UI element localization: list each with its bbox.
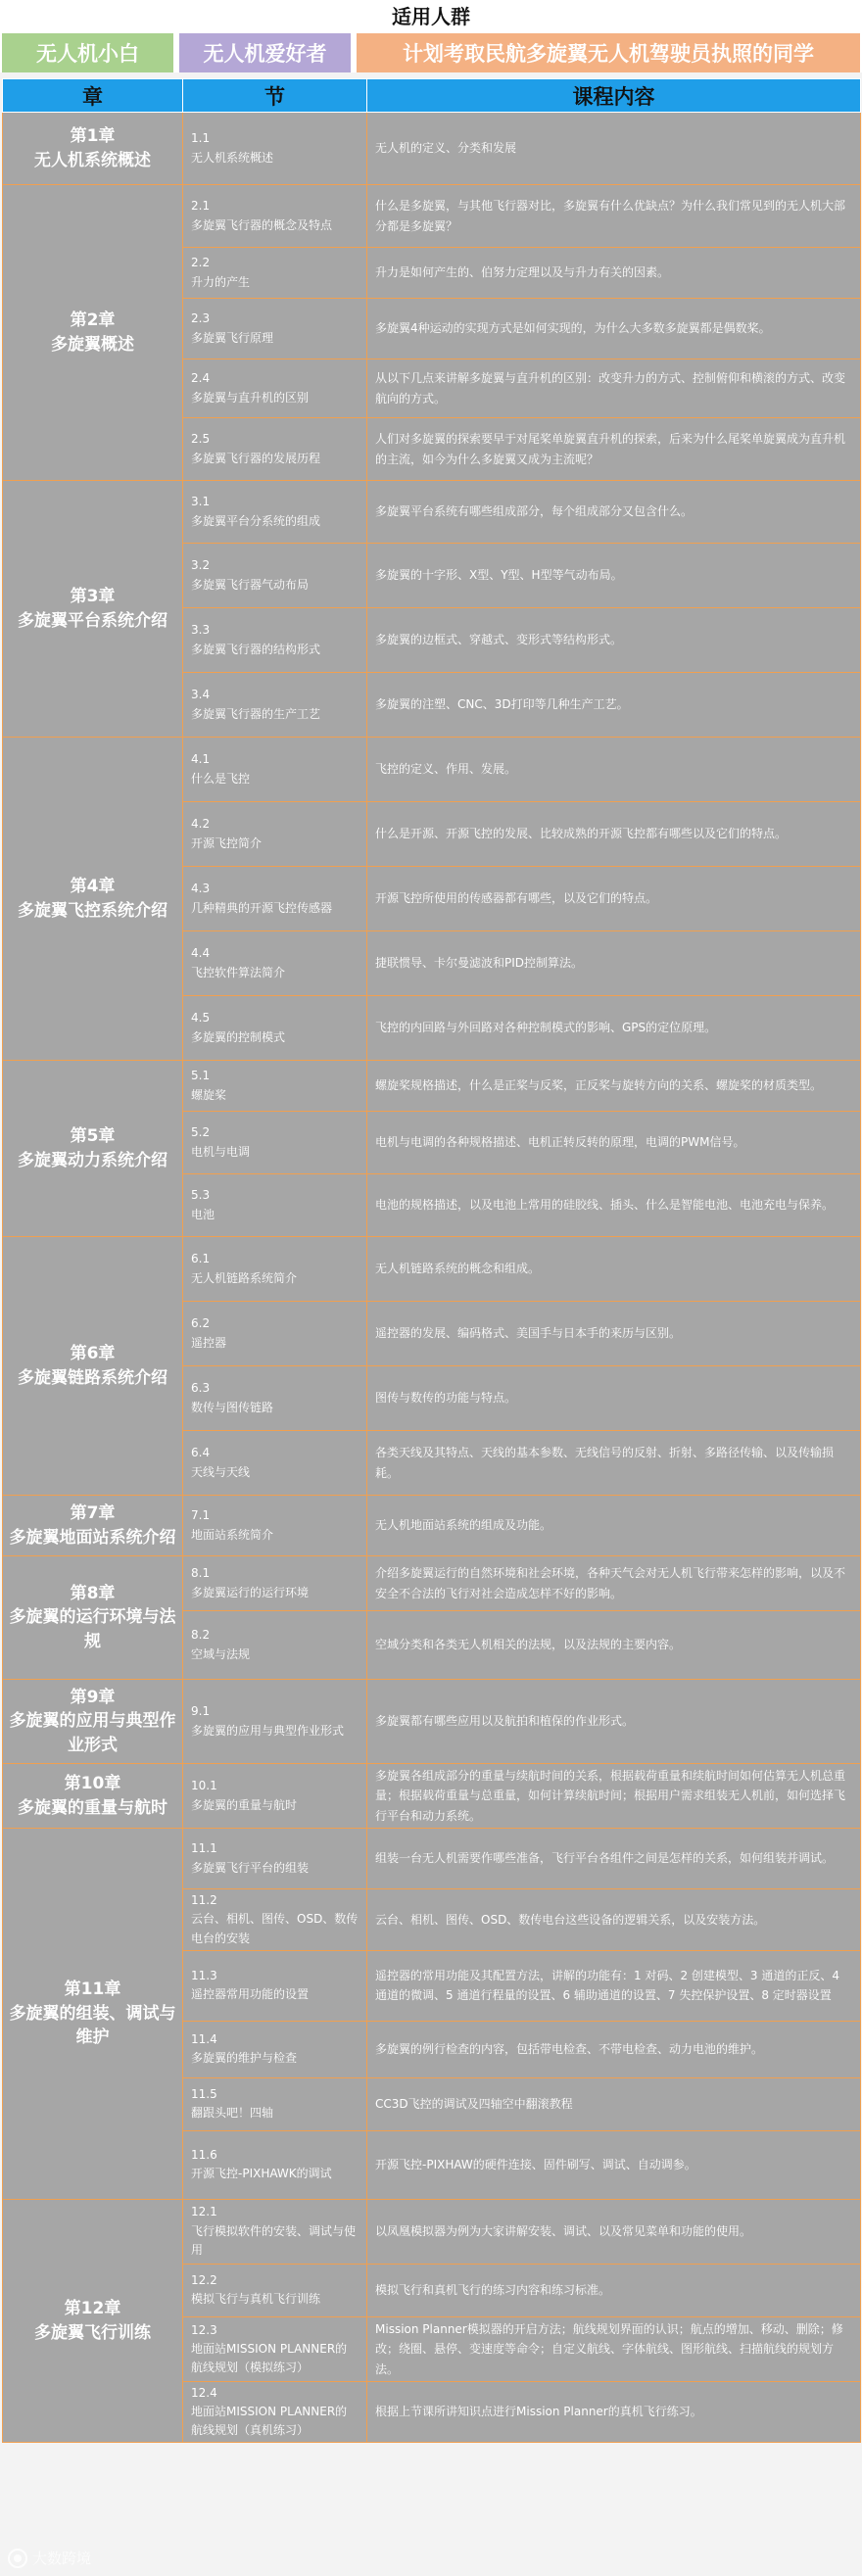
content-cell: 人们对多旋翼的探索要早于对尾桨单旋翼直升机的探索，后来为什么尾桨单旋翼成为直升机的主流，如今为什么多旋翼又成为主流呢？ bbox=[367, 418, 861, 481]
section-number: 4.3 bbox=[191, 882, 211, 896]
chapter-name: 多旋翼链路系统介绍 bbox=[18, 1367, 168, 1388]
section-title: 多旋翼飞行器的生产工艺 bbox=[191, 706, 321, 721]
content-cell: 开源飞控所使用的传感器都有哪些，以及它们的特点。 bbox=[367, 867, 861, 931]
section-number: 3.4 bbox=[191, 688, 211, 702]
chapter-cell bbox=[3, 113, 183, 185]
section-title: 多旋翼飞行器气动布局 bbox=[191, 577, 310, 592]
chapter-cell bbox=[3, 738, 183, 1061]
section-title: 空域与法规 bbox=[191, 1646, 251, 1661]
section-cell bbox=[183, 867, 367, 931]
section-number: 12.1 bbox=[191, 2205, 217, 2219]
chapter-number: 第4章 bbox=[70, 876, 116, 896]
section-title: 多旋翼飞行器的发展历程 bbox=[191, 451, 321, 465]
table-row bbox=[3, 1829, 861, 1889]
section-number: 4.1 bbox=[191, 752, 211, 767]
section-number: 11.1 bbox=[191, 1841, 217, 1856]
chapter-cell bbox=[3, 1237, 183, 1496]
section-cell bbox=[183, 931, 367, 996]
chapter-cell bbox=[3, 481, 183, 738]
section-cell bbox=[183, 738, 367, 802]
chapter-cell bbox=[3, 185, 183, 481]
content-cell: 图传与数传的功能与特点。 bbox=[367, 1366, 861, 1431]
section-cell bbox=[183, 113, 367, 185]
section-cell bbox=[183, 2077, 367, 2130]
chapter-number: 第9章 bbox=[70, 1687, 116, 1707]
content-cell: 从以下几点来讲解多旋翼与直升机的区别：改变升力的方式、控制俯仰和横滚的方式、改变航向的方式。 bbox=[367, 359, 861, 418]
chapter-name: 多旋翼地面站系统介绍 bbox=[9, 1527, 176, 1548]
section-cell bbox=[183, 2130, 367, 2199]
section-number: 1.1 bbox=[191, 131, 211, 146]
content-cell: Mission Planner模拟器的开启方法；航线规划界面的认识；航点的增加、移动、删除；修改；绕圈、悬停、变速度等命令；自定义航线、字体航线、图形航线、扫描航线的规划方法。 bbox=[367, 2316, 861, 2381]
chapter-number: 第7章 bbox=[70, 1503, 116, 1523]
audience-bar bbox=[0, 33, 862, 72]
column-header-content: 课程内容 bbox=[367, 79, 861, 113]
content-cell: 多旋翼的注塑、CNC、3D打印等几种生产工艺。 bbox=[367, 673, 861, 738]
column-header-section: 节 bbox=[183, 79, 367, 113]
section-number: 6.4 bbox=[191, 1446, 211, 1460]
table-row bbox=[3, 2199, 861, 2264]
content-cell: 电池的规格描述，以及电池上常用的硅胶线、插头、什么是智能电池、电池充电与保养。 bbox=[367, 1174, 861, 1237]
section-number: 6.3 bbox=[191, 1381, 211, 1396]
content-cell: 什么是开源、开源飞控的发展、比较成熟的开源飞控都有哪些以及它们的特点。 bbox=[367, 802, 861, 867]
section-number: 11.6 bbox=[191, 2148, 217, 2163]
table-row bbox=[3, 481, 861, 544]
section-title: 多旋翼的控制模式 bbox=[191, 1029, 286, 1044]
section-title: 飞行模拟软件的安装、调试与使用 bbox=[191, 2223, 357, 2257]
section-number: 11.5 bbox=[191, 2087, 217, 2102]
chapter-cell bbox=[3, 1680, 183, 1764]
section-cell bbox=[183, 996, 367, 1061]
content-cell: 多旋翼的边框式、穿越式、变形式等结构形式。 bbox=[367, 608, 861, 673]
section-number: 6.1 bbox=[191, 1252, 211, 1266]
audience-badge: 计划考取民航多旋翼无人机驾驶员执照的同学 bbox=[357, 33, 860, 72]
section-title: 地面站系统简介 bbox=[191, 1527, 274, 1542]
audience-badge: 无人机小白 bbox=[2, 33, 173, 72]
section-number: 12.4 bbox=[191, 2385, 217, 2400]
chapter-name: 多旋翼的重量与航时 bbox=[18, 1797, 168, 1818]
chapter-number: 第6章 bbox=[70, 1343, 116, 1363]
section-number: 2.1 bbox=[191, 199, 211, 214]
section-cell bbox=[183, 608, 367, 673]
content-cell: 螺旋桨规格描述，什么是正桨与反桨，正反桨与旋转方向的关系、螺旋桨的材质类型。 bbox=[367, 1061, 861, 1112]
section-title: 多旋翼运行的运行环境 bbox=[191, 1585, 310, 1599]
section-title: 多旋翼的应用与典型作业形式 bbox=[191, 1723, 345, 1738]
chapter-name: 多旋翼动力系统介绍 bbox=[18, 1150, 168, 1170]
section-cell bbox=[183, 673, 367, 738]
table-row bbox=[3, 1680, 861, 1764]
section-title: 数传与图传链路 bbox=[191, 1400, 274, 1414]
section-title: 天线与天线 bbox=[191, 1464, 251, 1479]
section-title: 多旋翼飞行原理 bbox=[191, 330, 274, 345]
section-number: 3.1 bbox=[191, 495, 211, 509]
section-title: 多旋翼与直升机的区别 bbox=[191, 390, 310, 405]
table-row bbox=[3, 738, 861, 802]
section-number: 4.4 bbox=[191, 946, 211, 961]
section-number: 2.2 bbox=[191, 256, 211, 270]
section-cell bbox=[183, 802, 367, 867]
section-title: 遥控器 bbox=[191, 1335, 227, 1350]
section-cell bbox=[183, 544, 367, 608]
section-title: 开源飞控简介 bbox=[191, 835, 263, 850]
section-title: 地面站MISSION PLANNER的航线规划（真机练习） bbox=[191, 2405, 348, 2438]
content-cell: 开源飞控-PIXHAW的硬件连接、固件刷写、调试、自动调参。 bbox=[367, 2130, 861, 2199]
section-title: 升力的产生 bbox=[191, 274, 251, 289]
section-title: 多旋翼的重量与航时 bbox=[191, 1797, 298, 1812]
content-cell: 模拟飞行和真机飞行的练习内容和练习标准。 bbox=[367, 2264, 861, 2316]
table-row bbox=[3, 1061, 861, 1112]
section-number: 3.3 bbox=[191, 623, 211, 638]
section-number: 2.4 bbox=[191, 371, 211, 386]
section-number: 8.1 bbox=[191, 1566, 211, 1581]
chapter-cell bbox=[3, 1061, 183, 1237]
section-cell bbox=[183, 2381, 367, 2443]
chapter-cell bbox=[3, 1764, 183, 1829]
content-cell: 遥控器的发展、编码格式、美国手与日本手的来历与区别。 bbox=[367, 1302, 861, 1366]
content-cell: 无人机链路系统的概念和组成。 bbox=[367, 1237, 861, 1302]
section-cell bbox=[183, 185, 367, 248]
chapter-cell bbox=[3, 2199, 183, 2443]
section-cell bbox=[183, 1174, 367, 1237]
section-title: 无人机系统概述 bbox=[191, 150, 274, 165]
section-title: 多旋翼飞行平台的组装 bbox=[191, 1860, 310, 1875]
section-cell bbox=[183, 1366, 367, 1431]
section-title: 遥控器常用功能的设置 bbox=[191, 1987, 310, 2002]
chapter-name: 多旋翼飞控系统介绍 bbox=[18, 900, 168, 921]
section-number: 5.2 bbox=[191, 1125, 211, 1140]
content-cell: 多旋翼都有哪些应用以及航拍和植保的作业形式。 bbox=[367, 1680, 861, 1764]
column-header-chapter: 章 bbox=[3, 79, 183, 113]
section-cell bbox=[183, 1431, 367, 1496]
section-cell bbox=[183, 418, 367, 481]
section-number: 5.1 bbox=[191, 1069, 211, 1083]
section-title: 螺旋桨 bbox=[191, 1087, 227, 1102]
section-cell bbox=[183, 1680, 367, 1764]
section-title: 模拟飞行与真机飞行训练 bbox=[191, 2292, 321, 2307]
table-row bbox=[3, 1764, 861, 1829]
section-number: 7.1 bbox=[191, 1508, 211, 1523]
section-number: 9.1 bbox=[191, 1704, 211, 1719]
section-cell bbox=[183, 1112, 367, 1174]
chapter-name: 多旋翼的组装、调试与维护 bbox=[9, 2003, 176, 2048]
section-cell bbox=[183, 2199, 367, 2264]
chapter-number: 第12章 bbox=[64, 2298, 121, 2318]
content-cell: CC3D飞控的调试及四轴空中翻滚教程 bbox=[367, 2077, 861, 2130]
section-title: 云台、相机、图传、OSD、数传电台的安装 bbox=[191, 1912, 359, 1945]
content-cell: 云台、相机、图传、OSD、数传电台这些设备的逻辑关系，以及安装方法。 bbox=[367, 1889, 861, 1951]
content-cell: 升力是如何产生的、伯努力定理以及与升力有关的因素。 bbox=[367, 248, 861, 299]
content-cell: 介绍多旋翼运行的自然环境和社会环境，各种天气会对无人机飞行带来怎样的影响，以及不安全不合法的飞行对社会造成怎样不好的影响。 bbox=[367, 1556, 861, 1611]
section-cell bbox=[183, 481, 367, 544]
watermark-text: 大数跨境 bbox=[32, 2550, 92, 2567]
section-cell bbox=[183, 299, 367, 359]
section-cell bbox=[183, 248, 367, 299]
section-cell bbox=[183, 359, 367, 418]
content-cell: 多旋翼的十字形、X型、Y型、H型等气动布局。 bbox=[367, 544, 861, 608]
chapter-number: 第8章 bbox=[70, 1583, 116, 1603]
content-cell: 捷联惯导、卡尔曼滤波和PID控制算法。 bbox=[367, 931, 861, 996]
section-number: 4.2 bbox=[191, 817, 211, 832]
watermark bbox=[8, 2548, 91, 2568]
section-number: 2.3 bbox=[191, 311, 211, 326]
content-cell: 多旋翼的例行检查的内容，包括带电检查、不带电检查、动力电池的维护。 bbox=[367, 2021, 861, 2077]
table-row bbox=[3, 1237, 861, 1302]
chapter-number: 第3章 bbox=[70, 586, 116, 606]
section-number: 2.5 bbox=[191, 432, 211, 447]
section-cell bbox=[183, 1764, 367, 1829]
section-title: 多旋翼的维护与检查 bbox=[191, 2051, 298, 2066]
audience-badge: 无人机爱好者 bbox=[179, 33, 351, 72]
section-title: 地面站MISSION PLANNER的航线规划（模拟练习） bbox=[191, 2341, 348, 2374]
content-cell: 多旋翼平台系统有哪些组成部分，每个组成部分又包含什么。 bbox=[367, 481, 861, 544]
section-number: 11.4 bbox=[191, 2032, 217, 2047]
chapter-number: 第1章 bbox=[70, 125, 116, 146]
chapter-number: 第5章 bbox=[70, 1125, 116, 1146]
chapter-number: 第2章 bbox=[70, 310, 116, 330]
section-title: 多旋翼飞行器的概念及特点 bbox=[191, 217, 333, 232]
section-number: 8.2 bbox=[191, 1628, 211, 1643]
section-cell bbox=[183, 1611, 367, 1680]
content-cell: 无人机的定义、分类和发展 bbox=[367, 113, 861, 185]
chapter-cell bbox=[3, 1556, 183, 1680]
chapter-name: 多旋翼飞行训练 bbox=[34, 2322, 151, 2343]
table-row bbox=[3, 1496, 861, 1556]
chapter-number: 第11章 bbox=[64, 1979, 121, 1999]
content-cell: 多旋翼各组成部分的重量与续航时间的关系，根据载荷重量和续航时间如何估算无人机总重量；根据载荷重量与总重量，如何计算续航时间；根据用户需求组装无人机前，如何选择飞行平台和动力系统。 bbox=[367, 1764, 861, 1829]
section-cell bbox=[183, 1556, 367, 1611]
section-title: 无人机链路系统简介 bbox=[191, 1270, 298, 1285]
chapter-cell bbox=[3, 1829, 183, 2200]
section-title: 多旋翼飞行器的结构形式 bbox=[191, 642, 321, 656]
content-cell: 电机与电调的各种规格描述、电机正转反转的原理，电调的PWM信号。 bbox=[367, 1112, 861, 1174]
chapter-cell bbox=[3, 1496, 183, 1556]
chapter-name: 多旋翼的运行环境与法规 bbox=[9, 1607, 176, 1651]
table-header-row bbox=[3, 79, 861, 113]
section-cell bbox=[183, 2021, 367, 2077]
section-cell bbox=[183, 1496, 367, 1556]
section-cell bbox=[183, 1889, 367, 1951]
content-cell: 空域分类和各类无人机相关的法规，以及法规的主要内容。 bbox=[367, 1611, 861, 1680]
section-cell bbox=[183, 2264, 367, 2316]
section-number: 11.2 bbox=[191, 1893, 217, 1908]
chapter-name: 多旋翼平台系统介绍 bbox=[18, 610, 168, 631]
section-number: 6.2 bbox=[191, 1316, 211, 1331]
course-table bbox=[2, 78, 861, 2443]
table-row bbox=[3, 185, 861, 248]
section-number: 10.1 bbox=[191, 1779, 217, 1793]
content-cell: 飞控的内回路与外回路对各种控制模式的影响、GPS的定位原理。 bbox=[367, 996, 861, 1061]
section-number: 12.2 bbox=[191, 2273, 217, 2288]
content-cell: 什么是多旋翼，与其他飞行器对比，多旋翼有什么优缺点？为什么我们常见到的无人机大部分都是多旋翼？ bbox=[367, 185, 861, 248]
section-title: 电池 bbox=[191, 1207, 216, 1221]
content-cell: 飞控的定义、作用、发展。 bbox=[367, 738, 861, 802]
chapter-name: 多旋翼概述 bbox=[51, 334, 134, 355]
section-title: 什么是飞控 bbox=[191, 771, 251, 786]
watermark-logo-icon bbox=[8, 2549, 27, 2568]
section-cell bbox=[183, 1829, 367, 1889]
section-title: 电机与电调 bbox=[191, 1144, 251, 1159]
content-cell: 遥控器的常用功能及其配置方法，讲解的功能有：1 对码、2 创建模型、3 通道的正反、4 通道的微调、5 通道行程量的设置、6 辅助通道的设置、7 失控保护设置、8 定时器设置 bbox=[367, 1950, 861, 2021]
chapter-name: 无人机系统概述 bbox=[34, 150, 151, 170]
section-title: 飞控软件算法简介 bbox=[191, 965, 286, 979]
table-row bbox=[3, 1556, 861, 1611]
section-cell bbox=[183, 1950, 367, 2021]
section-number: 3.2 bbox=[191, 558, 211, 573]
section-title: 开源飞控-PIXHAWK的调试 bbox=[191, 2167, 332, 2181]
chapter-name: 多旋翼的应用与典型作业形式 bbox=[9, 1711, 176, 1755]
content-cell: 根据上节课所讲知识点进行Mission Planner的真机飞行练习。 bbox=[367, 2381, 861, 2443]
section-number: 12.3 bbox=[191, 2322, 217, 2337]
section-cell bbox=[183, 1061, 367, 1112]
section-cell bbox=[183, 1302, 367, 1366]
content-cell: 各类天线及其特点、天线的基本参数、无线信号的反射、折射、多路径传输、以及传输损耗。 bbox=[367, 1431, 861, 1496]
section-number: 4.5 bbox=[191, 1011, 211, 1026]
section-cell bbox=[183, 2316, 367, 2381]
chapter-number: 第10章 bbox=[64, 1773, 121, 1793]
content-cell: 组装一台无人机需要作哪些准备，飞行平台各组件之间是怎样的关系，如何组装并调试。 bbox=[367, 1829, 861, 1889]
section-title: 翻跟头吧！四轴 bbox=[191, 2106, 274, 2121]
table-row bbox=[3, 113, 861, 185]
section-number: 11.3 bbox=[191, 1969, 217, 1983]
content-cell: 以凤凰模拟器为例为大家讲解安装、调试、以及常见菜单和功能的使用。 bbox=[367, 2199, 861, 2264]
section-number: 5.3 bbox=[191, 1188, 211, 1203]
section-title: 几种精典的开源飞控传感器 bbox=[191, 900, 333, 915]
page-title: 适用人群 bbox=[0, 0, 862, 33]
content-cell: 无人机地面站系统的组成及功能。 bbox=[367, 1496, 861, 1556]
content-cell: 多旋翼4种运动的实现方式是如何实现的，为什么大多数多旋翼都是偶数桨。 bbox=[367, 299, 861, 359]
section-cell bbox=[183, 1237, 367, 1302]
section-title: 多旋翼平台分系统的组成 bbox=[191, 513, 321, 528]
